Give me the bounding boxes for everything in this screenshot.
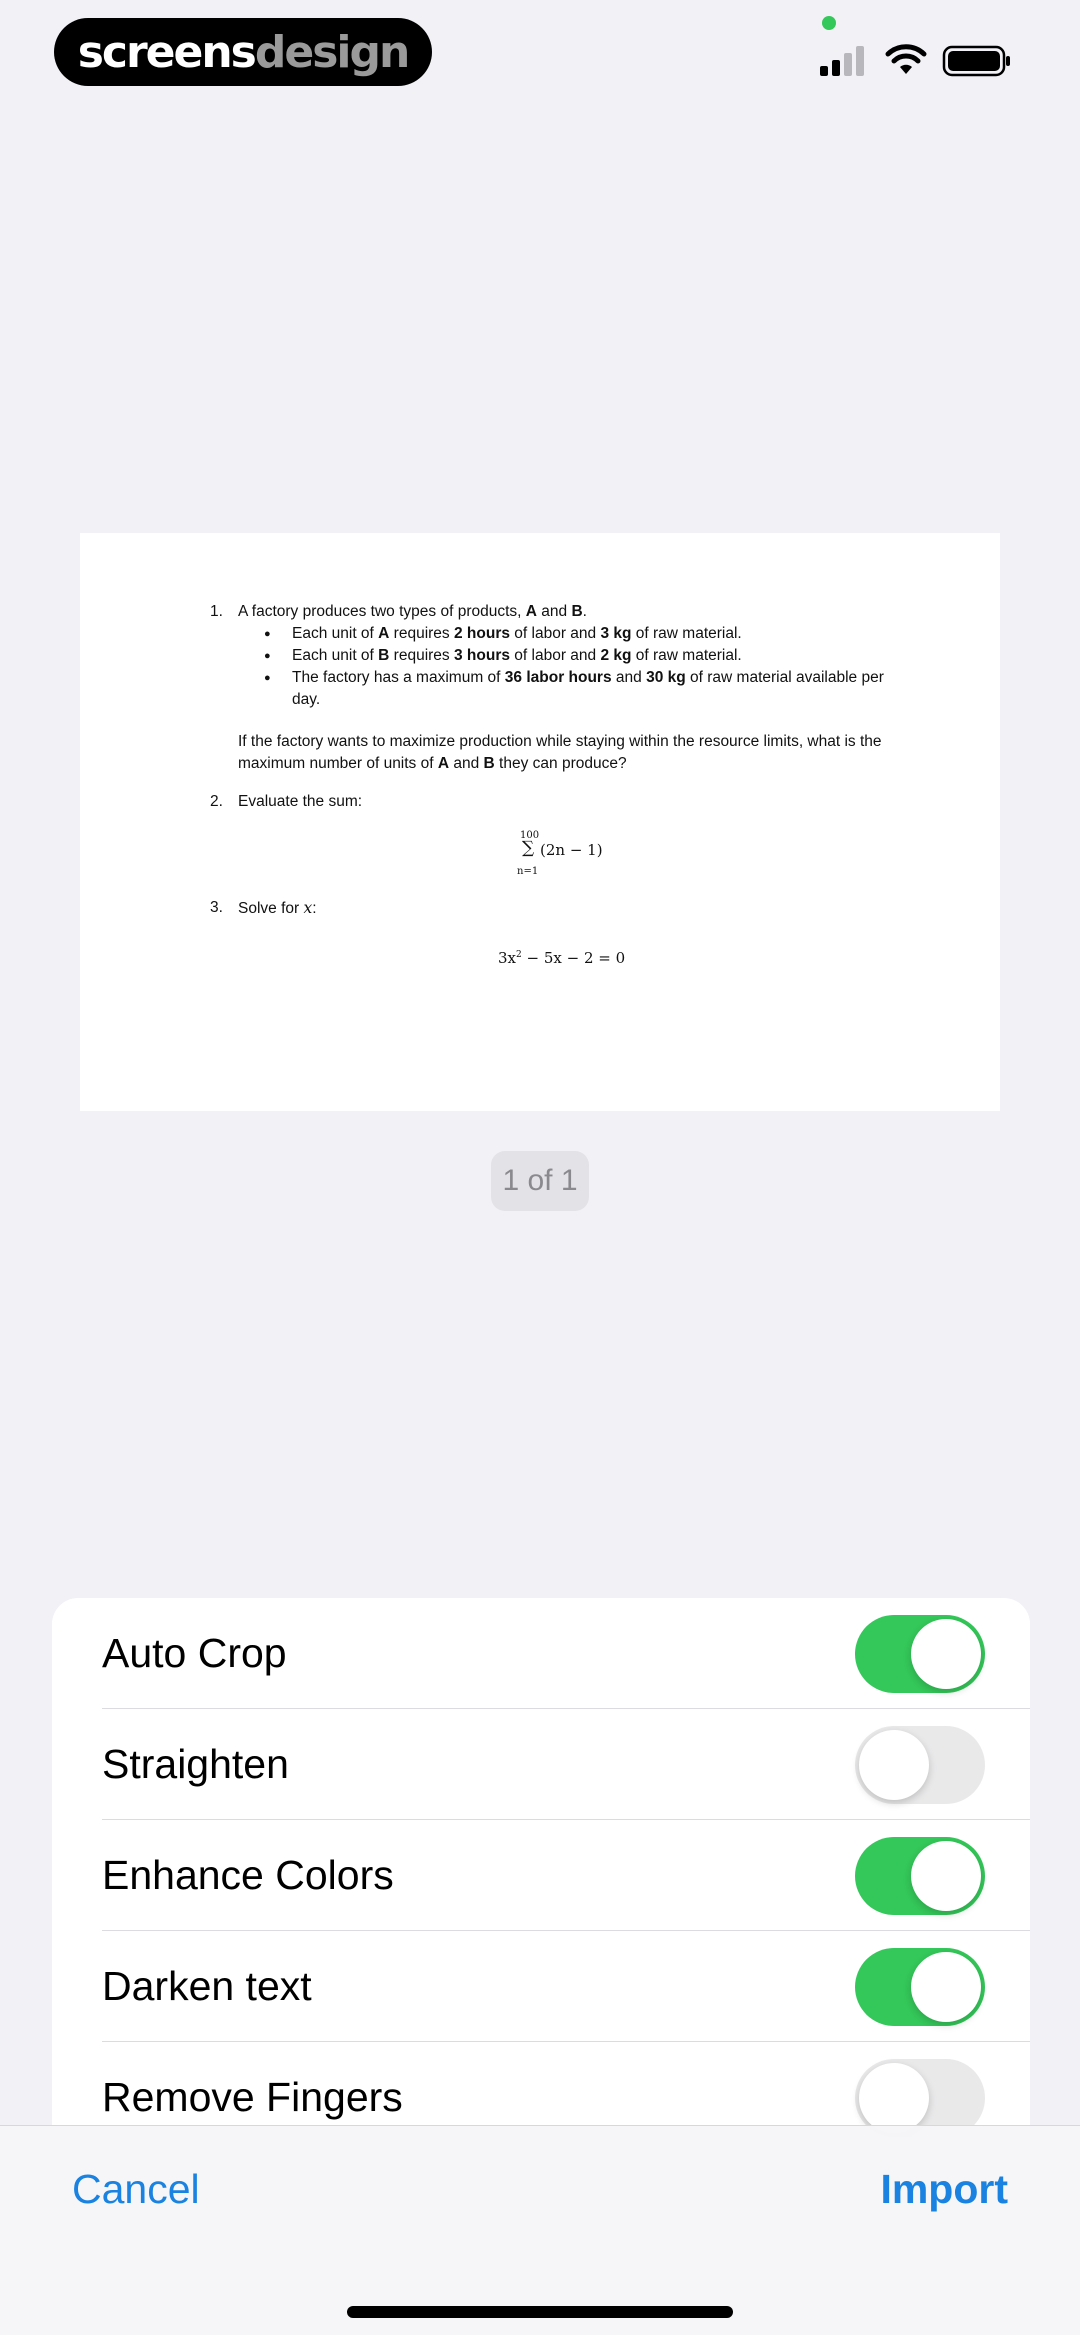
darken-text-toggle[interactable]	[855, 1948, 985, 2026]
option-label: Auto Crop	[102, 1630, 287, 1676]
enhance-colors-toggle[interactable]	[855, 1837, 985, 1915]
question-1-number: 1.	[210, 603, 223, 620]
toggle-knob	[911, 1952, 981, 2022]
toggle-knob	[911, 1841, 981, 1911]
question-1-paragraph: If the factory wants to maximize production while staying within the resource limits, what is the maximum number of units of A and B they can produce?	[238, 733, 882, 772]
toggle-knob	[859, 1730, 929, 1800]
cellular-signal-icon	[818, 44, 868, 78]
cancel-button[interactable]: Cancel	[72, 2166, 200, 2212]
question-2-text: Evaluate the sum:	[238, 793, 363, 810]
option-row-auto-crop	[52, 1598, 1030, 1709]
battery-icon	[942, 44, 1012, 78]
sum-expression	[210, 821, 910, 887]
sum-term: (2n − 1)	[540, 841, 603, 859]
toggle-knob	[911, 1619, 981, 1689]
question-1-intro: A factory produces two types of products, A and B.	[238, 603, 587, 620]
question-3-number: 3.	[210, 899, 223, 916]
straighten-toggle[interactable]	[855, 1726, 985, 1804]
question-3-text: Solve for x:	[238, 899, 317, 917]
option-row-remove-fingers	[52, 2042, 1030, 2138]
brand-secondary: design	[254, 26, 409, 78]
sum-upper-limit: 100	[520, 830, 540, 841]
option-label: Enhance Colors	[102, 1852, 394, 1898]
quadratic-equation: $3x^2 - 5x - 2 = 0$	[498, 949, 626, 967]
scan-options-card	[52, 1598, 1030, 2138]
option-row-darken-text	[52, 1931, 1030, 2042]
brand-primary: screens	[77, 26, 255, 78]
auto-crop-toggle[interactable]	[855, 1615, 985, 1693]
bottom-action-bar	[0, 2125, 1080, 2335]
option-label: Darken text	[102, 1963, 312, 2009]
question-1	[210, 601, 910, 711]
home-indicator[interactable]	[347, 2306, 733, 2318]
bullet-limits: ● The factory has a maximum of 36 labor hours and 30 kg of raw material available per day.	[264, 667, 910, 711]
sum-lower-limit: n=1	[517, 866, 539, 877]
toggle-knob	[859, 2063, 929, 2133]
option-row-enhance-colors	[52, 1820, 1030, 1931]
wifi-icon	[884, 44, 928, 78]
bullet-b: ● Each unit of B requires 3 hours of labor and 2 kg of raw material.	[264, 645, 910, 667]
option-label: Remove Fingers	[102, 2074, 403, 2120]
import-button[interactable]: Import	[880, 2166, 1008, 2212]
option-row-straighten	[52, 1709, 1030, 1820]
question-3	[210, 897, 910, 920]
question-1-bullets	[264, 623, 910, 711]
bullet-a: ● Each unit of A requires 2 hours of labor and 3 kg of raw material.	[264, 623, 910, 645]
privacy-indicator-dot	[822, 16, 836, 30]
question-2-number: 2.	[210, 793, 223, 810]
document-content	[210, 601, 910, 969]
scanned-document-preview[interactable]	[80, 533, 1000, 1111]
option-label: Straighten	[102, 1741, 289, 1787]
page-indicator: 1 of 1	[491, 1151, 589, 1211]
sigma-symbol: ∑	[522, 838, 535, 858]
question-2	[210, 791, 910, 813]
brand-logo	[54, 18, 432, 86]
